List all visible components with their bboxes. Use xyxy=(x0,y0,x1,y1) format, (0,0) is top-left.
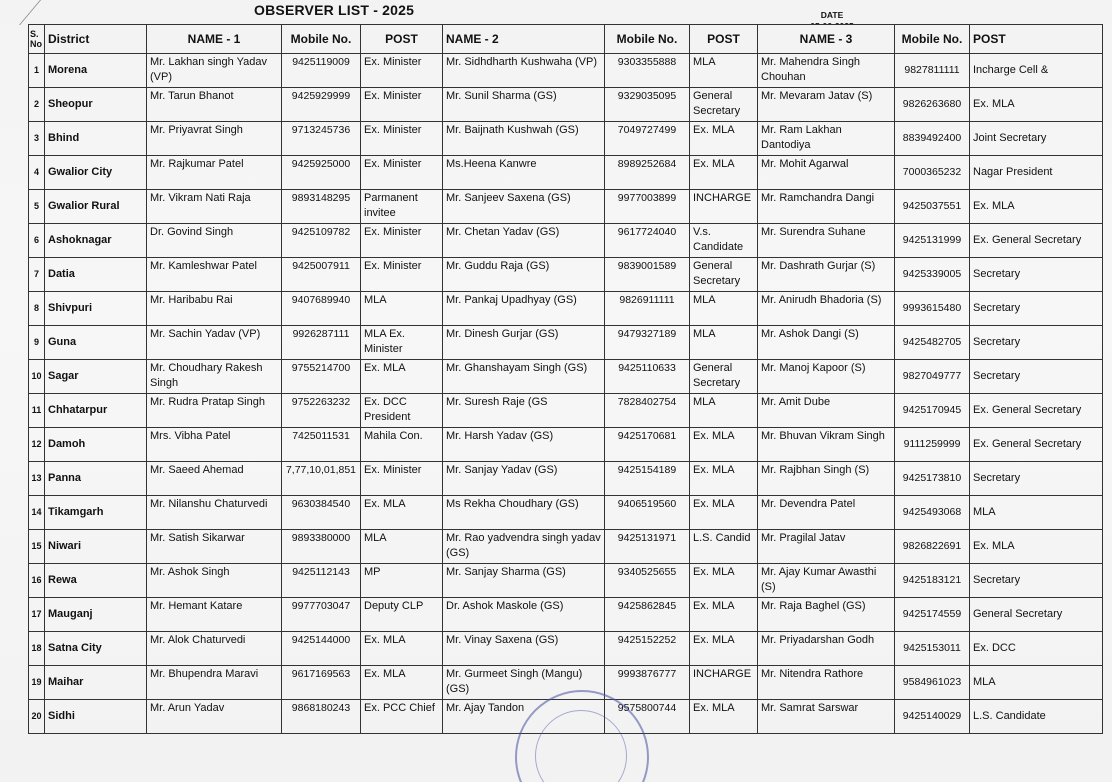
row-post-3: Ex. MLA xyxy=(970,88,1103,122)
row-mobile-2: 9425110633 xyxy=(605,360,690,394)
row-post-1: Ex. MLA xyxy=(361,360,443,394)
row-mobile-2: 9340525655 xyxy=(605,564,690,598)
row-district: Sidhi xyxy=(45,700,147,734)
row-name-3: Mr. Ram Lakhan Dantodiya xyxy=(758,122,895,156)
row-name-1: Mr. Alok Chaturvedi xyxy=(147,632,282,666)
row-name-3: Mr. Mevaram Jatav (S) xyxy=(758,88,895,122)
row-name-2: Mr. Ghanshayam Singh (GS) xyxy=(443,360,605,394)
row-post-1: Ex. Minister xyxy=(361,462,443,496)
row-mobile-3: 7000365232 xyxy=(895,156,970,190)
header-district: District xyxy=(45,25,147,54)
header-post-1: POST xyxy=(361,25,443,54)
row-sno: 6 xyxy=(29,224,45,258)
row-sno: 14 xyxy=(29,496,45,530)
row-sno: 17 xyxy=(29,598,45,632)
row-mobile-3: 9425131999 xyxy=(895,224,970,258)
table-row xyxy=(29,258,1103,292)
row-mobile-3: 9826263680 xyxy=(895,88,970,122)
row-district: Bhind xyxy=(45,122,147,156)
row-district: Datia xyxy=(45,258,147,292)
row-district: Rewa xyxy=(45,564,147,598)
row-sno: 4 xyxy=(29,156,45,190)
row-name-1: Mr. Choudhary Rakesh Singh xyxy=(147,360,282,394)
row-name-1: Mr. Ashok Singh xyxy=(147,564,282,598)
row-name-3: Mr. Mohit Agarwal xyxy=(758,156,895,190)
row-name-1: Mr. Priyavrat Singh xyxy=(147,122,282,156)
row-post-3: Incharge Cell & xyxy=(970,54,1103,88)
row-mobile-3: 9425482705 xyxy=(895,326,970,360)
row-name-1: Mr. Bhupendra Maravi xyxy=(147,666,282,700)
row-post-2: Ex. MLA xyxy=(690,156,758,190)
row-post-1: Ex. Minister xyxy=(361,224,443,258)
row-post-1: Parmanent invitee xyxy=(361,190,443,224)
table-row xyxy=(29,564,1103,598)
row-name-1: Mr. Satish Sikarwar xyxy=(147,530,282,564)
row-post-3: Secretary xyxy=(970,258,1103,292)
row-name-3: Mr. Ashok Dangi (S) xyxy=(758,326,895,360)
row-post-1: Ex. MLA xyxy=(361,666,443,700)
row-district: Panna xyxy=(45,462,147,496)
table-row xyxy=(29,122,1103,156)
row-mobile-2: 9303355888 xyxy=(605,54,690,88)
row-district: Chhatarpur xyxy=(45,394,147,428)
row-district: Mauganj xyxy=(45,598,147,632)
row-name-3: Mr. Rajbhan Singh (S) xyxy=(758,462,895,496)
row-name-1: Mr. Arun Yadav xyxy=(147,700,282,734)
row-name-3: Mr. Manoj Kapoor (S) xyxy=(758,360,895,394)
row-mobile-2: 9425131971 xyxy=(605,530,690,564)
header-name-2: NAME - 2 xyxy=(443,25,605,54)
row-post-3: Secretary xyxy=(970,326,1103,360)
row-mobile-2: 9977003899 xyxy=(605,190,690,224)
row-post-3: Joint Secretary xyxy=(970,122,1103,156)
row-mobile-1: 9425119009 xyxy=(282,54,361,88)
row-name-2: Mr. Sanjay Sharma (GS) xyxy=(443,564,605,598)
row-name-3: Mr. Pragilal Jatav xyxy=(758,530,895,564)
table-row xyxy=(29,700,1103,734)
row-mobile-3: 9826822691 xyxy=(895,530,970,564)
row-post-2: V.s. Candidate xyxy=(690,224,758,258)
header-post-2: POST xyxy=(690,25,758,54)
row-post-3: Ex. MLA xyxy=(970,190,1103,224)
row-name-3: Mr. Nitendra Rathore xyxy=(758,666,895,700)
row-name-1: Mr. Kamleshwar Patel xyxy=(147,258,282,292)
row-district: Gwalior City xyxy=(45,156,147,190)
row-mobile-2: 9839001589 xyxy=(605,258,690,292)
row-mobile-2: 9329035095 xyxy=(605,88,690,122)
row-mobile-3: 8839492400 xyxy=(895,122,970,156)
table-row xyxy=(29,54,1103,88)
table-row xyxy=(29,190,1103,224)
row-mobile-2: 9617724040 xyxy=(605,224,690,258)
row-post-3: General Secretary xyxy=(970,598,1103,632)
row-mobile-1: 9425112143 xyxy=(282,564,361,598)
row-post-3: Nagar President xyxy=(970,156,1103,190)
row-post-3: Secretary xyxy=(970,564,1103,598)
row-name-1: Mr. Rudra Pratap Singh xyxy=(147,394,282,428)
table-row xyxy=(29,360,1103,394)
header-sno: S. No xyxy=(29,25,45,54)
row-name-2: Mr. Ajay Tandon xyxy=(443,700,605,734)
row-post-3: L.S. Candidate xyxy=(970,700,1103,734)
row-district: Morena xyxy=(45,54,147,88)
row-post-2: Ex. MLA xyxy=(690,428,758,462)
row-mobile-3: 9425339005 xyxy=(895,258,970,292)
table-row xyxy=(29,530,1103,564)
row-district: Satna City xyxy=(45,632,147,666)
header-mobile-3: Mobile No. xyxy=(895,25,970,54)
row-name-1: Mr. Sachin Yadav (VP) xyxy=(147,326,282,360)
row-post-2: MLA xyxy=(690,54,758,88)
row-name-2: Mr. Guddu Raja (GS) xyxy=(443,258,605,292)
row-post-2: MLA xyxy=(690,292,758,326)
row-post-2: INCHARGE xyxy=(690,190,758,224)
table-row xyxy=(29,156,1103,190)
row-post-2: Ex. MLA xyxy=(690,632,758,666)
row-post-2: Ex. MLA xyxy=(690,462,758,496)
row-mobile-1: 9893148295 xyxy=(282,190,361,224)
row-district: Ashoknagar xyxy=(45,224,147,258)
row-post-1: Ex. Minister xyxy=(361,122,443,156)
row-mobile-2: 9993876777 xyxy=(605,666,690,700)
row-mobile-1: 9893380000 xyxy=(282,530,361,564)
table-row xyxy=(29,326,1103,360)
row-name-2: Mr. Suresh Raje (GS xyxy=(443,394,605,428)
row-mobile-3: 9425153011 xyxy=(895,632,970,666)
row-mobile-2: 9406519560 xyxy=(605,496,690,530)
row-name-3: Mr. Ramchandra Dangi xyxy=(758,190,895,224)
row-post-2: General Secretary xyxy=(690,258,758,292)
row-post-1: MLA xyxy=(361,530,443,564)
title-row xyxy=(28,2,1102,26)
row-mobile-1: 9425925000 xyxy=(282,156,361,190)
row-district: Damoh xyxy=(45,428,147,462)
row-name-3: Mr. Devendra Patel xyxy=(758,496,895,530)
row-sno: 1 xyxy=(29,54,45,88)
row-mobile-1: 9407689940 xyxy=(282,292,361,326)
row-mobile-2: 7049727499 xyxy=(605,122,690,156)
observer-list-sheet xyxy=(28,2,1102,722)
table-header-row xyxy=(29,25,1103,54)
row-post-2: General Secretary xyxy=(690,360,758,394)
header-post-3: POST xyxy=(970,25,1103,54)
row-name-2: Mr. Dinesh Gurjar (GS) xyxy=(443,326,605,360)
row-sno: 7 xyxy=(29,258,45,292)
row-name-1: Mr. Tarun Bhanot xyxy=(147,88,282,122)
row-sno: 19 xyxy=(29,666,45,700)
table-row xyxy=(29,292,1103,326)
row-district: Guna xyxy=(45,326,147,360)
row-mobile-3: 9425183121 xyxy=(895,564,970,598)
row-post-1: MLA xyxy=(361,292,443,326)
row-post-1: Ex. Minister xyxy=(361,258,443,292)
table-row xyxy=(29,88,1103,122)
row-mobile-2: 7828402754 xyxy=(605,394,690,428)
row-mobile-1: 7,77,10,01,851 xyxy=(282,462,361,496)
row-mobile-3: 9425170945 xyxy=(895,394,970,428)
row-name-2: Mr. Harsh Yadav (GS) xyxy=(443,428,605,462)
row-mobile-1: 9755214700 xyxy=(282,360,361,394)
row-sno: 11 xyxy=(29,394,45,428)
row-mobile-3: 9827811111 xyxy=(895,54,970,88)
row-name-2: Mr. Pankaj Upadhyay (GS) xyxy=(443,292,605,326)
row-district: Maihar xyxy=(45,666,147,700)
row-name-2: Ms Rekha Choudhary (GS) xyxy=(443,496,605,530)
row-sno: 15 xyxy=(29,530,45,564)
table-row xyxy=(29,496,1103,530)
row-mobile-3: 9425493068 xyxy=(895,496,970,530)
row-name-1: Mr. Lakhan singh Yadav (VP) xyxy=(147,54,282,88)
row-sno: 16 xyxy=(29,564,45,598)
table-row xyxy=(29,598,1103,632)
row-mobile-3: 9111259999 xyxy=(895,428,970,462)
row-name-1: Mr. Hemant Katare xyxy=(147,598,282,632)
row-mobile-2: 9479327189 xyxy=(605,326,690,360)
row-mobile-1: 9617169563 xyxy=(282,666,361,700)
row-mobile-1: 7425011531 xyxy=(282,428,361,462)
row-mobile-1: 9752263232 xyxy=(282,394,361,428)
row-post-3: Ex. General Secretary xyxy=(970,224,1103,258)
row-sno: 18 xyxy=(29,632,45,666)
row-name-1: Mr. Nilanshu Chaturvedi xyxy=(147,496,282,530)
row-name-3: Mr. Samrat Sarswar xyxy=(758,700,895,734)
row-name-3: Mr. Ajay Kumar Awasthi (S) xyxy=(758,564,895,598)
row-post-1: Ex. MLA xyxy=(361,632,443,666)
row-mobile-1: 9425007911 xyxy=(282,258,361,292)
row-post-1: Ex. PCC Chief xyxy=(361,700,443,734)
row-sno: 9 xyxy=(29,326,45,360)
row-post-1: Ex. Minister xyxy=(361,54,443,88)
row-mobile-2: 9425154189 xyxy=(605,462,690,496)
table-row xyxy=(29,428,1103,462)
row-name-3: Mr. Mahendra Singh Chouhan xyxy=(758,54,895,88)
document-title: OBSERVER LIST - 2025 xyxy=(254,2,415,18)
row-post-3: Secretary xyxy=(970,292,1103,326)
row-name-2: Dr. Ashok Maskole (GS) xyxy=(443,598,605,632)
date-label: DATE xyxy=(820,10,844,20)
table-row xyxy=(29,394,1103,428)
row-post-2: MLA xyxy=(690,394,758,428)
row-sno: 5 xyxy=(29,190,45,224)
header-name-1: NAME - 1 xyxy=(147,25,282,54)
row-name-1: Mr. Vikram Nati Raja xyxy=(147,190,282,224)
row-district: Tikamgarh xyxy=(45,496,147,530)
row-sno: 8 xyxy=(29,292,45,326)
row-mobile-1: 9425109782 xyxy=(282,224,361,258)
row-sno: 20 xyxy=(29,700,45,734)
row-name-1: Mr. Rajkumar Patel xyxy=(147,156,282,190)
row-mobile-1: 9630384540 xyxy=(282,496,361,530)
row-name-1: Mrs. Vibha Patel xyxy=(147,428,282,462)
row-post-1: Ex. DCC President xyxy=(361,394,443,428)
row-name-3: Mr. Dashrath Gurjar (S) xyxy=(758,258,895,292)
row-post-3: Ex. DCC xyxy=(970,632,1103,666)
row-district: Sheopur xyxy=(45,88,147,122)
row-mobile-2: 9425170681 xyxy=(605,428,690,462)
row-post-3: MLA xyxy=(970,666,1103,700)
row-mobile-3: 9827049777 xyxy=(895,360,970,394)
observer-table xyxy=(28,24,1103,734)
header-mobile-2: Mobile No. xyxy=(605,25,690,54)
row-post-3: Ex. General Secretary xyxy=(970,394,1103,428)
row-mobile-3: 9425174559 xyxy=(895,598,970,632)
table-row xyxy=(29,632,1103,666)
row-name-2: Mr. Sunil Sharma (GS) xyxy=(443,88,605,122)
row-name-2: Mr. Sanjay Yadav (GS) xyxy=(443,462,605,496)
table-row xyxy=(29,224,1103,258)
row-post-2: MLA xyxy=(690,326,758,360)
row-mobile-2: 9425152252 xyxy=(605,632,690,666)
row-name-3: Mr. Surendra Suhane xyxy=(758,224,895,258)
row-name-3: Mr. Anirudh Bhadoria (S) xyxy=(758,292,895,326)
row-name-3: Mr. Raja Baghel (GS) xyxy=(758,598,895,632)
row-name-2: Mr. Rao yadvendra singh yadav (GS) xyxy=(443,530,605,564)
row-post-2: Ex. MLA xyxy=(690,496,758,530)
row-district: Gwalior Rural xyxy=(45,190,147,224)
table-row xyxy=(29,666,1103,700)
row-post-2: General Secretary xyxy=(690,88,758,122)
row-name-3: Mr. Bhuvan Vikram Singh xyxy=(758,428,895,462)
row-mobile-1: 9868180243 xyxy=(282,700,361,734)
row-mobile-1: 9977703047 xyxy=(282,598,361,632)
row-post-3: Secretary xyxy=(970,360,1103,394)
row-post-3: MLA xyxy=(970,496,1103,530)
row-name-1: Mr. Saeed Ahemad xyxy=(147,462,282,496)
row-mobile-2: 9425862845 xyxy=(605,598,690,632)
row-name-1: Dr. Govind Singh xyxy=(147,224,282,258)
row-district: Sagar xyxy=(45,360,147,394)
row-name-2: Mr. Sanjeev Saxena (GS) xyxy=(443,190,605,224)
row-post-3: Ex. General Secretary xyxy=(970,428,1103,462)
row-mobile-2: 9575800744 xyxy=(605,700,690,734)
row-mobile-1: 9425144000 xyxy=(282,632,361,666)
row-post-1: Deputy CLP xyxy=(361,598,443,632)
row-name-2: Mr. Baijnath Kushwah (GS) xyxy=(443,122,605,156)
row-mobile-1: 9926287111 xyxy=(282,326,361,360)
row-post-2: Ex. MLA xyxy=(690,122,758,156)
row-mobile-3: 9425140029 xyxy=(895,700,970,734)
row-post-1: Mahila Con. xyxy=(361,428,443,462)
row-post-1: MLA Ex. Minister xyxy=(361,326,443,360)
row-post-1: Ex. Minister xyxy=(361,156,443,190)
row-sno: 12 xyxy=(29,428,45,462)
row-name-2: Ms.Heena Kanwre xyxy=(443,156,605,190)
row-name-2: Mr. Gurmeet Singh (Mangu) (GS) xyxy=(443,666,605,700)
row-mobile-2: 8989252684 xyxy=(605,156,690,190)
row-post-1: Ex. MLA xyxy=(361,496,443,530)
row-post-2: L.S. Candid xyxy=(690,530,758,564)
row-post-2: Ex. MLA xyxy=(690,700,758,734)
row-mobile-2: 9826911111 xyxy=(605,292,690,326)
row-sno: 13 xyxy=(29,462,45,496)
row-name-3: Mr. Priyadarshan Godh xyxy=(758,632,895,666)
row-mobile-3: 9425037551 xyxy=(895,190,970,224)
row-mobile-1: 9713245736 xyxy=(282,122,361,156)
row-district: Shivpuri xyxy=(45,292,147,326)
header-name-3: NAME - 3 xyxy=(758,25,895,54)
row-name-1: Mr. Haribabu Rai xyxy=(147,292,282,326)
row-post-3: Secretary xyxy=(970,462,1103,496)
row-sno: 2 xyxy=(29,88,45,122)
row-name-3: Mr. Amit Dube xyxy=(758,394,895,428)
row-mobile-3: 9993615480 xyxy=(895,292,970,326)
row-district: Niwari xyxy=(45,530,147,564)
row-post-1: Ex. Minister xyxy=(361,88,443,122)
header-mobile-1: Mobile No. xyxy=(282,25,361,54)
table-body xyxy=(29,54,1103,734)
row-name-2: Mr. Sidhdharth Kushwaha (VP) xyxy=(443,54,605,88)
row-name-2: Mr. Vinay Saxena (GS) xyxy=(443,632,605,666)
row-post-2: Ex. MLA xyxy=(690,564,758,598)
row-sno: 10 xyxy=(29,360,45,394)
table-row xyxy=(29,462,1103,496)
row-mobile-3: 9584961023 xyxy=(895,666,970,700)
row-mobile-1: 9425929999 xyxy=(282,88,361,122)
row-mobile-3: 9425173810 xyxy=(895,462,970,496)
row-post-2: Ex. MLA xyxy=(690,598,758,632)
row-post-1: MP xyxy=(361,564,443,598)
row-post-3: Ex. MLA xyxy=(970,530,1103,564)
row-sno: 3 xyxy=(29,122,45,156)
row-name-2: Mr. Chetan Yadav (GS) xyxy=(443,224,605,258)
row-post-2: INCHARGE xyxy=(690,666,758,700)
